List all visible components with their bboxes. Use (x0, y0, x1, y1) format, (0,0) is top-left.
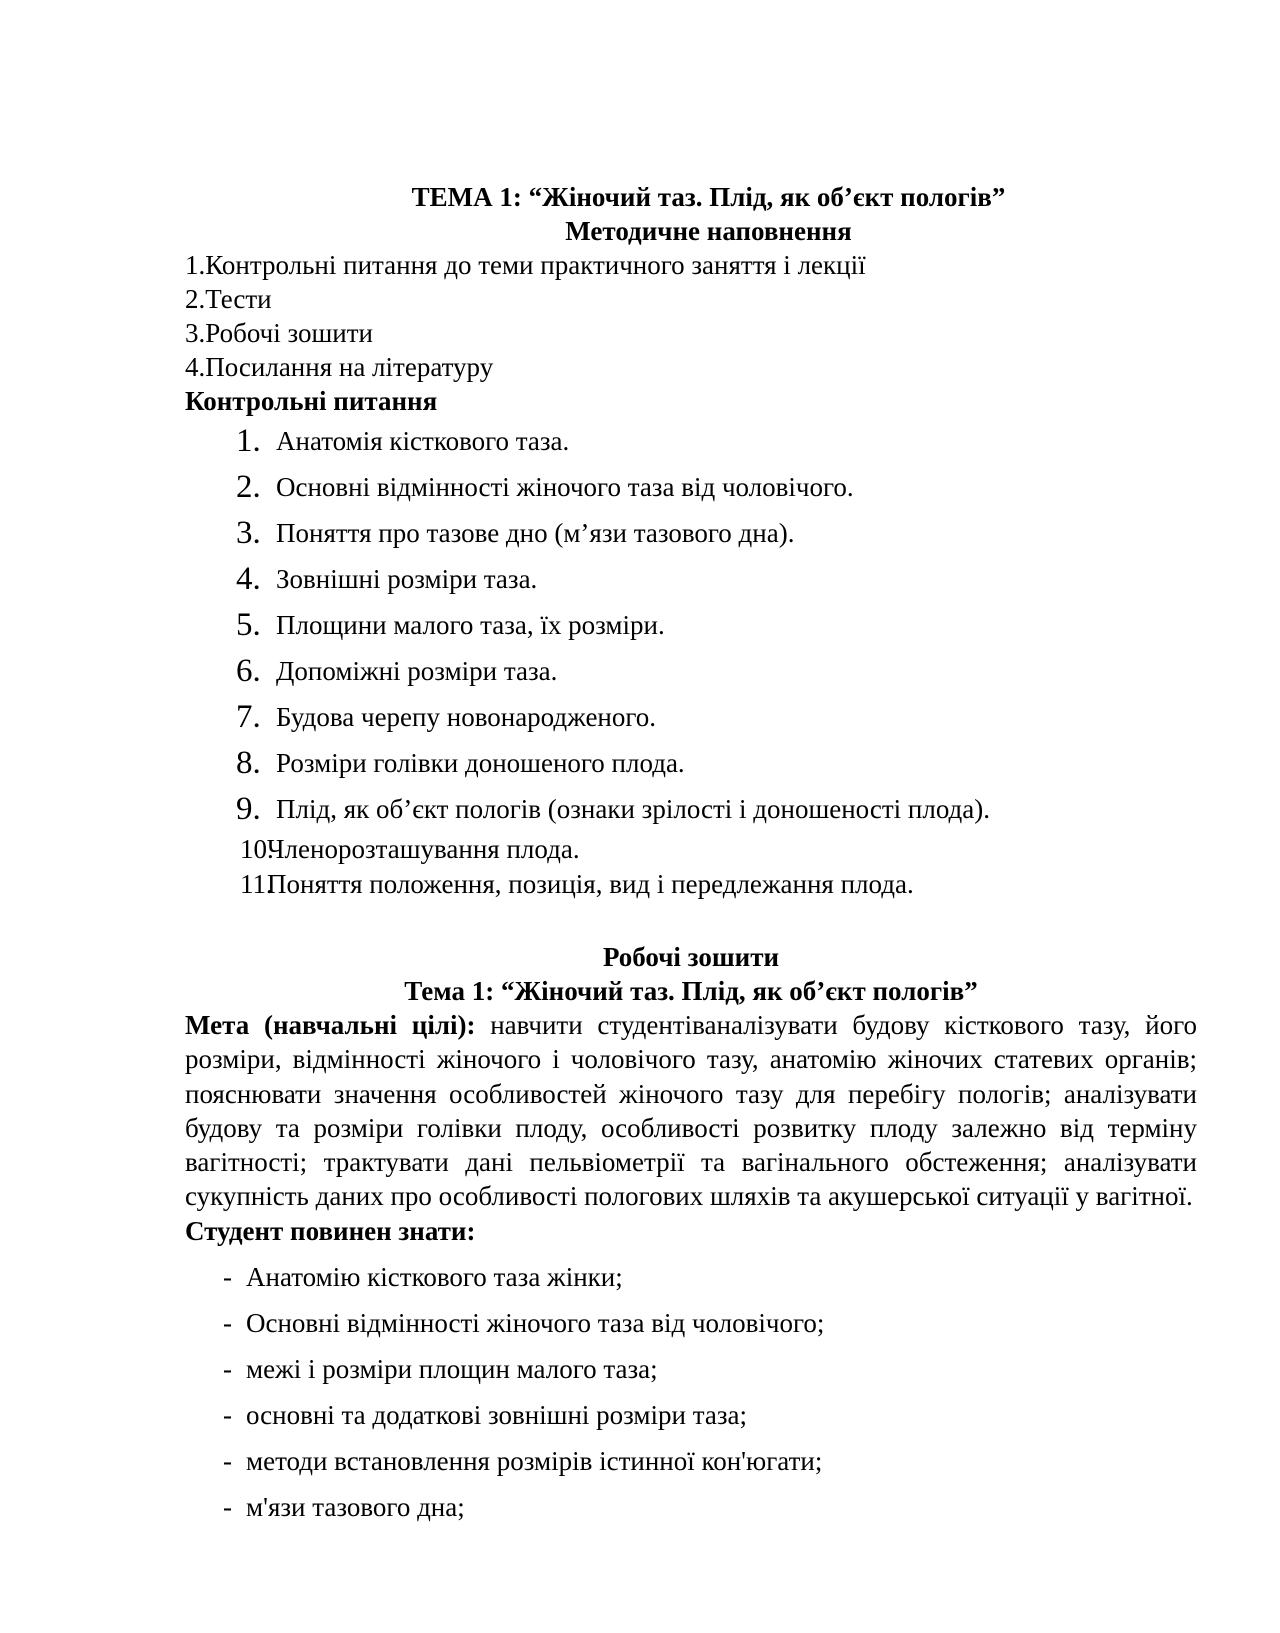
workbook-topic: Тема 1: “Жіночий таз. Плід, як об’єкт пологів” (404, 976, 978, 1006)
contents-item: 1.Контрольні питання до теми практичного заняття і лекції (185, 250, 866, 280)
question-text: Членорозташування плода. (267, 834, 580, 864)
question-item (185, 464, 1197, 510)
dash-bullet-icon: - (223, 1261, 232, 1292)
question-text: Плід, як об’єкт пологів (ознаки зрілості і доношеності плода). (276, 794, 990, 824)
page-title: ТЕМА 1: “Жіночий таз. Плід, як об’єкт пологів” (411, 182, 1006, 212)
must-know-item: - методи встановлення розмірів істинної кон'югати; (185, 1438, 1197, 1484)
question-item (185, 694, 1197, 740)
question-number: 9. (236, 791, 261, 827)
question-number: 6. (236, 653, 261, 689)
question-text: Зовнішні розміри таза. (276, 564, 538, 594)
question-text: Допоміжні розміри таза. (276, 656, 558, 686)
must-know-item: - межі і розміри площин малого таза; (185, 1346, 1197, 1392)
must-know-heading: Студент повинен знати: (185, 1215, 476, 1246)
question-number: 1. (236, 423, 261, 459)
question-number: 8. (236, 745, 261, 781)
dash-bullet-icon: - (223, 1445, 232, 1476)
questions-list (185, 418, 1197, 902)
contents-item: 4.Посилання на літературу (185, 352, 494, 382)
question-text: Основні відмінності жіночого таза від чоловічого. (276, 472, 854, 502)
question-text: Поняття положення, позиція, вид і передлежання плода. (267, 869, 914, 899)
document-page (185, 180, 1197, 1530)
must-know-item: - Анатомію кісткового таза жінки; (185, 1254, 1197, 1300)
question-text: Площини малого таза, їх розміри. (276, 610, 665, 640)
question-item (185, 602, 1197, 648)
question-number: 4. (236, 561, 261, 597)
dash-bullet-icon: - (223, 1353, 232, 1384)
question-item (185, 418, 1197, 464)
question-number: 7. (236, 699, 261, 735)
goal-text: навчити студентіваналізувати будову кісткового тазу, його розміри, відмінності жіночого і чоловічого тазу, анатомію жіночих статевих органів; пояснювати значення особливостей жіночого тазу для перебігу пологів; аналізувати будову та розміри голівки плоду, особливості розвитку плоду залежно від терміну вагітності; трактувати дані пельвіометрії та вагінального обстеження; аналізувати сукупність даних про особливості пологових шляхів та акушерської ситуації у вагітної. (185, 1010, 1197, 1212)
dash-bullet-icon: - (223, 1307, 232, 1338)
question-number: 2. (236, 469, 261, 505)
questions-heading: Контрольні питання (185, 386, 438, 416)
question-number: 11. (240, 869, 273, 899)
question-item (185, 832, 1197, 867)
page-subtitle: Методичне наповнення (565, 216, 852, 246)
must-know-list (185, 1254, 1197, 1530)
question-text: Поняття про тазове дно (м’язи тазового дна). (276, 518, 795, 548)
question-text: Анатомія кісткового таза. (276, 426, 570, 456)
dash-bullet-icon: - (223, 1399, 232, 1430)
contents-list (185, 248, 1197, 384)
must-know-item: - Основні відмінності жіночого таза від чоловічого; (185, 1300, 1197, 1346)
workbook-heading: Робочі зошити (602, 942, 780, 972)
question-number: 5. (236, 607, 261, 643)
question-item (185, 740, 1197, 786)
question-item (185, 556, 1197, 602)
question-item (185, 648, 1197, 694)
question-item (185, 867, 1197, 902)
dash-bullet-icon: - (223, 1491, 232, 1522)
must-know-item: - основні та додаткові зовнішні розміри таза; (185, 1392, 1197, 1438)
question-text: Будова черепу новонародженого. (276, 702, 657, 732)
question-number: 3. (236, 515, 261, 551)
goal-label: Мета (навчальні цілі): (185, 1010, 476, 1040)
question-number: 10. (240, 834, 274, 864)
contents-item: 3.Робочі зошити (185, 318, 373, 348)
must-know-item: - м'язи тазового дна; (185, 1484, 1197, 1530)
question-item (185, 786, 1197, 832)
section-spacer (185, 902, 1197, 940)
question-text: Розміри голівки доношеного плода. (276, 748, 685, 778)
goal-paragraph (185, 1008, 1197, 1214)
contents-item: 2.Тести (185, 284, 272, 314)
question-item (185, 510, 1197, 556)
